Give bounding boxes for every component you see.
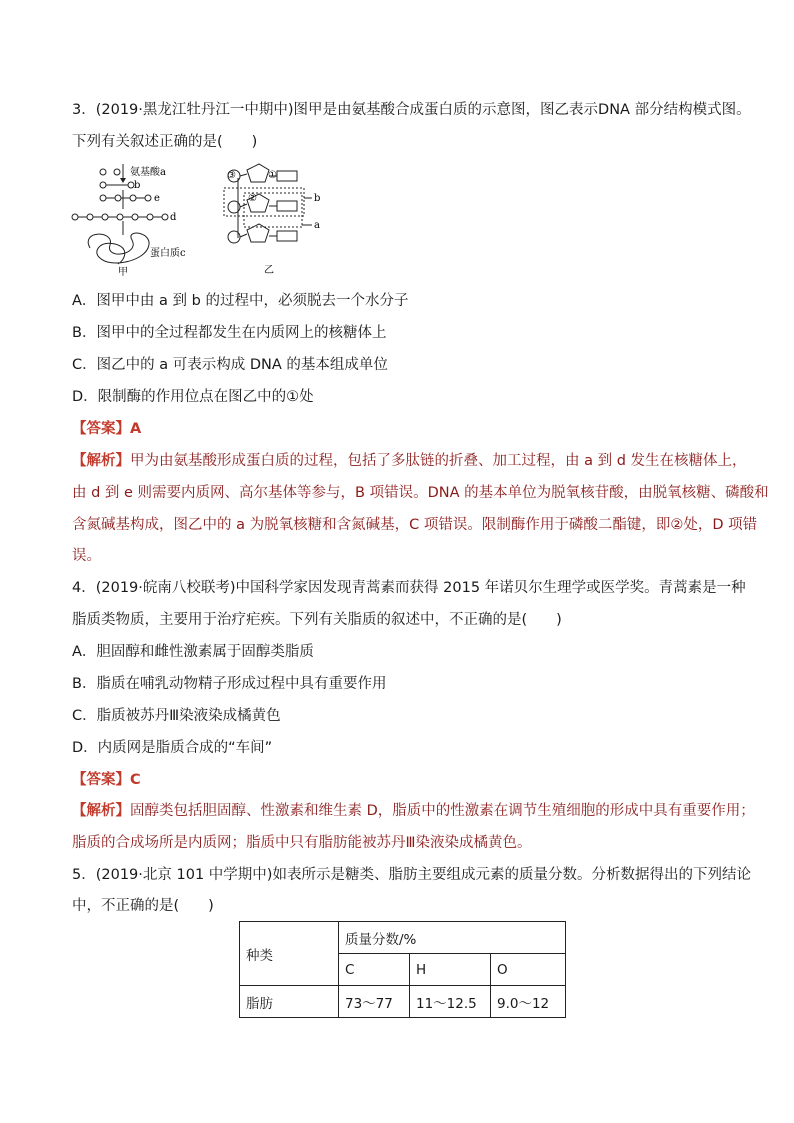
- answer-label: 【答案】: [72, 421, 130, 437]
- protein-squiggle: [88, 233, 149, 264]
- q3-option-d: D．限制酶的作用位点在图乙中的①处: [72, 389, 314, 405]
- label-b: b: [134, 180, 141, 191]
- analysis-text: 甲为由氨基酸形成蛋白质的过程，包括了多肽链的折叠、加工过程，由 a 到 d 发生在核糖体上，: [130, 453, 747, 469]
- label-circle-2: ②: [248, 193, 257, 204]
- base-rect: [277, 231, 297, 241]
- q3-stem-line2: 下列有关叙述正确的是( ): [72, 134, 258, 150]
- q4-option-d: D．内质网是脂质合成的“车间”: [72, 740, 273, 756]
- label-amino-acid-a: 氨基酸a: [130, 167, 166, 178]
- answer-value: A: [130, 421, 142, 437]
- q5-stem-line2: 中，不正确的是( ): [72, 898, 214, 914]
- label-e: e: [154, 193, 160, 204]
- label-circle-3: ③: [227, 170, 236, 181]
- q4-option-a: A．胆固醇和雌性激素属于固醇类脂质: [72, 644, 314, 660]
- header-kind: 种类: [240, 922, 339, 986]
- deoxyribose-pentagon: [247, 164, 269, 182]
- figure-jia: [70, 160, 210, 280]
- header-c: C: [339, 954, 410, 986]
- q3-analysis-line1: [72, 451, 747, 471]
- caption-yi: 乙: [264, 265, 274, 276]
- amino-acid-circle: [100, 182, 106, 188]
- q4-analysis-line2: 脂质的合成场所是内质网；脂质中只有脂肪能被苏丹Ⅲ染液染成橘黄色。: [72, 835, 532, 851]
- q3-analysis-line2: 由 d 到 e 则需要内质网、高尔基体等参与，B 项错误。DNA 的基本单位为脱氧核苷酸，由脱氧核糖、磷酸和: [72, 485, 769, 501]
- q4-stem-line1: 4．(2019·皖南八校联考)中国科学家因发现青蒿素而获得 2015 年诺贝尔生理学或医学奖。青蒿素是一种: [72, 580, 746, 596]
- row-fat-o: 9.0～12: [491, 986, 566, 1018]
- q3-option-b: B．图甲中的全过程都发生在内质网上的核糖体上: [72, 325, 387, 341]
- analysis-label: 【解析】: [72, 803, 130, 819]
- q3-analysis-line3: 含氮碱基构成，图乙中的 a 为脱氧核糖和含氮碱基，C 项错误。限制酶作用于磷酸二酯键，即②处，D 项错: [72, 517, 758, 533]
- analysis-label: 【解析】: [72, 453, 130, 469]
- label-protein-c: 蛋白质c: [150, 248, 186, 259]
- element-mass-table: [239, 921, 566, 1018]
- analysis-text: 固醇类包括胆固醇、性激素和维生素 D，脂质中的性激素在调节生殖细胞的形成中具有重要作用；: [130, 803, 755, 819]
- header-mass-fraction: 质量分数/%: [339, 922, 566, 954]
- row-fat-h: 11～12.5: [410, 986, 491, 1018]
- label-d: d: [170, 212, 177, 223]
- row-fat-c: 73～77: [339, 986, 410, 1018]
- row-fat-name: 脂肪: [240, 986, 339, 1018]
- answer-value: C: [130, 772, 141, 788]
- q3-answer: [72, 419, 141, 439]
- q3-analysis-line4: 误。: [72, 548, 101, 564]
- base-rect: [277, 201, 297, 211]
- answer-label: 【答案】: [72, 772, 130, 788]
- q3-option-a: A．图甲中由 a 到 b 的过程中，必须脱去一个水分子: [72, 293, 409, 309]
- q4-option-c: C．脂质被苏丹Ⅲ染液染成橘黄色: [72, 708, 281, 724]
- header-h: H: [410, 954, 491, 986]
- q3-option-c: C．图乙中的 a 可表示构成 DNA 的基本组成单位: [72, 357, 388, 373]
- caption-jia: 甲: [118, 267, 128, 278]
- label-a: a: [314, 220, 320, 231]
- amino-acid-circle: [100, 169, 106, 175]
- label-b: b: [314, 193, 321, 204]
- q4-analysis-line1: [72, 801, 755, 821]
- q4-stem-line2: 脂质类物质，主要用于治疗疟疾。下列有关脂质的叙述中，不正确的是( ): [72, 612, 562, 628]
- base-rect: [277, 171, 297, 181]
- q4-answer: [72, 770, 141, 790]
- header-o: O: [491, 954, 566, 986]
- amino-acid-circle: [114, 169, 120, 175]
- q5-stem-line1: 5．(2019·北京 101 中学期中)如表所示是糖类、脂肪主要组成元素的质量分数。分析数据得出的下列结论: [72, 867, 751, 883]
- label-circle-1: ①: [268, 170, 277, 181]
- q4-option-b: B．脂质在哺乳动物精子形成过程中具有重要作用: [72, 676, 387, 692]
- q3-stem-line1: 3．(2019·黑龙江牡丹江一中期中)图甲是由氨基酸合成蛋白质的示意图，图乙表示DNA 部分结构模式图。: [72, 102, 751, 118]
- figure-yi: [222, 160, 332, 280]
